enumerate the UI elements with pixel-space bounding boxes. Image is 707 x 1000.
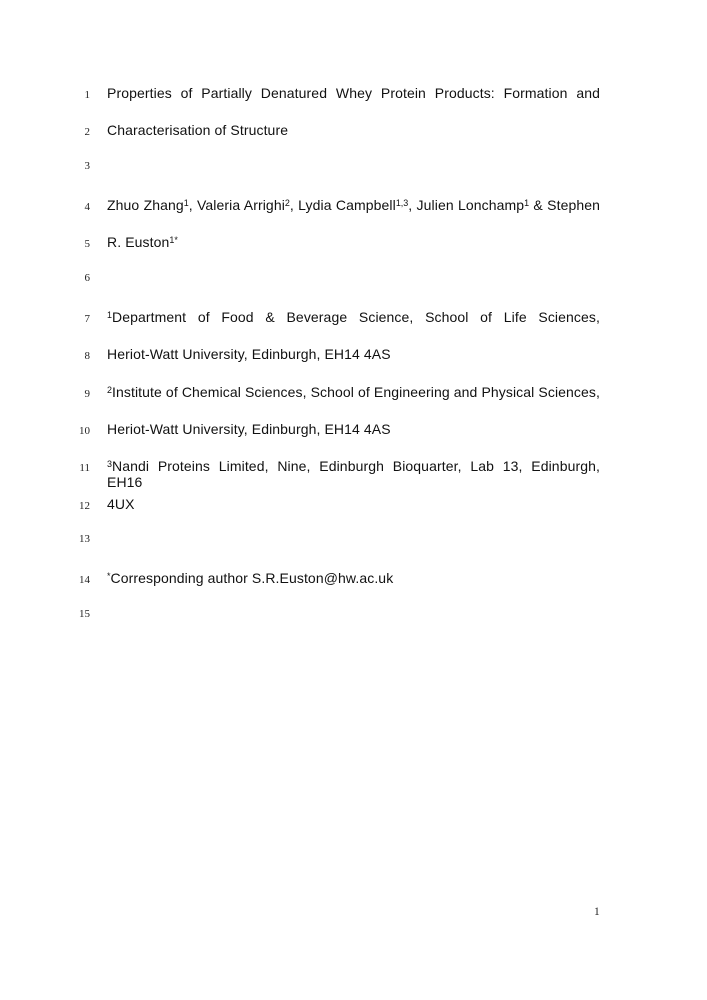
superscript-marker: 1 bbox=[107, 309, 112, 320]
manuscript-line bbox=[0, 85, 600, 122]
superscript-marker: * bbox=[107, 571, 111, 582]
line-text: Heriot-Watt University, Edinburgh, EH14 4AS bbox=[107, 420, 391, 437]
footer-page-number: 1 bbox=[594, 906, 600, 918]
line-text: 4UX bbox=[107, 495, 135, 512]
manuscript-line bbox=[0, 122, 600, 159]
manuscript-line bbox=[0, 346, 600, 383]
line-text: R. Euston$^{1*}$ bbox=[107, 234, 178, 251]
line-text: $^2$Institute of Chemical Sciences, School of Engineering and Physical Sciences, bbox=[107, 383, 600, 400]
superscript-marker: 2 bbox=[107, 384, 112, 395]
line-number: 15 bbox=[79, 607, 90, 620]
line-number: 1 bbox=[84, 89, 90, 101]
manuscript-line bbox=[0, 458, 600, 495]
line-number: 14 bbox=[79, 574, 90, 587]
line-number: 13 bbox=[79, 532, 90, 545]
line-text: $^1$Department of Food & Beverage Science, School of Life Sciences, bbox=[107, 308, 600, 325]
manuscript-line bbox=[0, 272, 600, 309]
manuscript-line bbox=[0, 197, 600, 234]
line-number: 7 bbox=[84, 312, 90, 325]
line-number: 2 bbox=[84, 126, 90, 139]
line-number: 8 bbox=[84, 350, 90, 363]
manuscript-line bbox=[0, 160, 600, 197]
manuscript-line bbox=[0, 496, 600, 533]
manuscript-line bbox=[0, 384, 600, 421]
line-number: 3 bbox=[84, 159, 90, 172]
line-number: 12 bbox=[79, 499, 90, 512]
superscript-marker: 1 bbox=[183, 197, 189, 208]
manuscript-line bbox=[0, 570, 600, 607]
line-text: Properties of Partially Denatured Whey Protein Products: Formation and bbox=[107, 85, 600, 101]
superscript-marker: 1* bbox=[169, 235, 178, 246]
superscript-marker: 1 bbox=[524, 197, 530, 208]
line-text: Zhuo Zhang$^1$, Valeria Arrighi$^2$, Lydia Campbell$^{1,3}$, Julien Lonchamp$^1$ & Stephen bbox=[107, 196, 600, 213]
manuscript-body bbox=[0, 85, 600, 645]
superscript-marker: 2 bbox=[284, 197, 290, 208]
line-number: 4 bbox=[84, 200, 90, 213]
line-number: 10 bbox=[79, 424, 90, 437]
line-text: Heriot-Watt University, Edinburgh, EH14 4AS bbox=[107, 346, 391, 363]
manuscript-line bbox=[0, 421, 600, 458]
line-number: 6 bbox=[84, 271, 90, 284]
line-text: $^3$Nandi Proteins Limited, Nine, Edinburgh Bioquarter, Lab 13, Edinburgh, EH16 bbox=[107, 458, 600, 491]
manuscript-line bbox=[0, 608, 600, 645]
superscript-marker: 1,3 bbox=[395, 197, 409, 208]
line-text: Characterisation of Structure bbox=[107, 122, 289, 139]
line-number: 11 bbox=[79, 462, 90, 475]
manuscript-line bbox=[0, 309, 600, 346]
line-number: 9 bbox=[84, 387, 90, 400]
superscript-marker: 3 bbox=[107, 459, 112, 470]
line-number: 5 bbox=[84, 238, 90, 251]
manuscript-line bbox=[0, 234, 600, 271]
manuscript-line bbox=[0, 533, 600, 570]
line-text: *Corresponding author S.R.Euston@hw.ac.uk bbox=[107, 570, 394, 587]
